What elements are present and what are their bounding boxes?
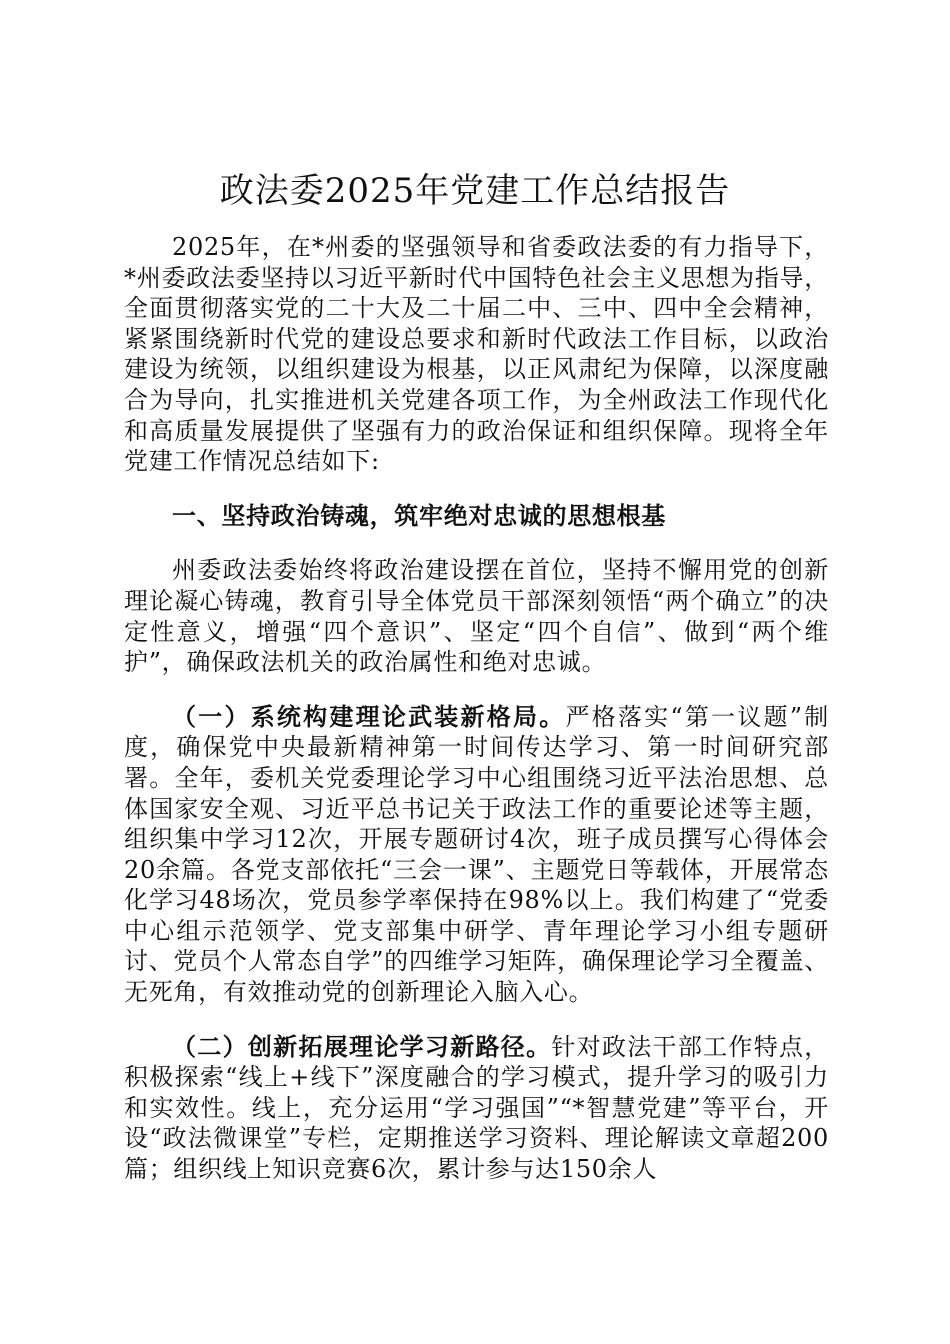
item-paragraph-1	[124, 702, 829, 1008]
intro-paragraph: 2025年，在*州委的坚强领导和省委政法委的有力指导下，*州委政法委坚持以习近平新时代中国特色社会主义思想为指导，全面贯彻落实党的二十大及二十届二中、三中、四中全会精神，紧紧围绕新时代党的建设总要求和新时代政法工作目标，以政治建设为统领，以组织建设为根基，以正风肃纪为保障，以深度融合为导向，扎实推进机关党建各项工作，为全州政法工作现代化和高质量发展提供了坚强有力的政治保证和组织保障。现将全年党建工作情况总结如下:	[124, 233, 829, 476]
item-paragraph-2	[124, 1032, 829, 1185]
section-heading: 一、坚持政治铸魂，筑牢绝对忠诚的思想根基	[172, 501, 666, 530]
item-text-2: 针对政法干部工作特点，积极探索“线上+线下”深度融合的学习模式，提升学习的吸引力和实效性。线上，充分运用“学习强国”“*智慧党建”等平台，开设“政法微课堂”专栏，定期推送学习资料、理论解读文章超200篇；组织线上知识竞赛6次，累计参与达150余人	[124, 1032, 830, 1184]
document-title: 政法委2025年党建工作总结报告	[219, 171, 731, 211]
document-body	[124, 232, 829, 1185]
item-text-1: 严格落实“第一议题”制度，确保党中央最新精神第一时间传达学习、第一时间研究部署。全年，委机关党委理论学习中心组围绕习近平法治思想、总体国家安全观、习近平总书记关于政法工作的重要论述等主题，组织集中学习12次，开展专题研讨4次，班子成员撰写心得体会20余篇。各党支部依托“三会一课”、主题党日等载体，开展常态化学习48场次，党员参学率保持在98%以上。我们构建了“党委中心组示范领学、党支部集中研学、青年理论学习小组专题研讨、党员个人常态自学”的四维学习矩阵，确保理论学习全覆盖、无死角，有效推动党的创新理论入脑入心。	[124, 702, 829, 1007]
section-intro-paragraph: 州委政法委始终将政治建设摆在首位，坚持不懈用党的创新理论凝心铸魂，教育引导全体党员干部深刻领悟“两个确立”的决定性意义，增强“四个意识”、坚定“四个自信”、做到“两个维护”，确保政法机关的政治属性和绝对忠诚。	[124, 556, 829, 677]
item-lead-1: （一）系统构建理论武装新格局。	[172, 702, 566, 731]
item-lead-2: （二）创新拓展理论学习新路径。	[172, 1032, 552, 1061]
